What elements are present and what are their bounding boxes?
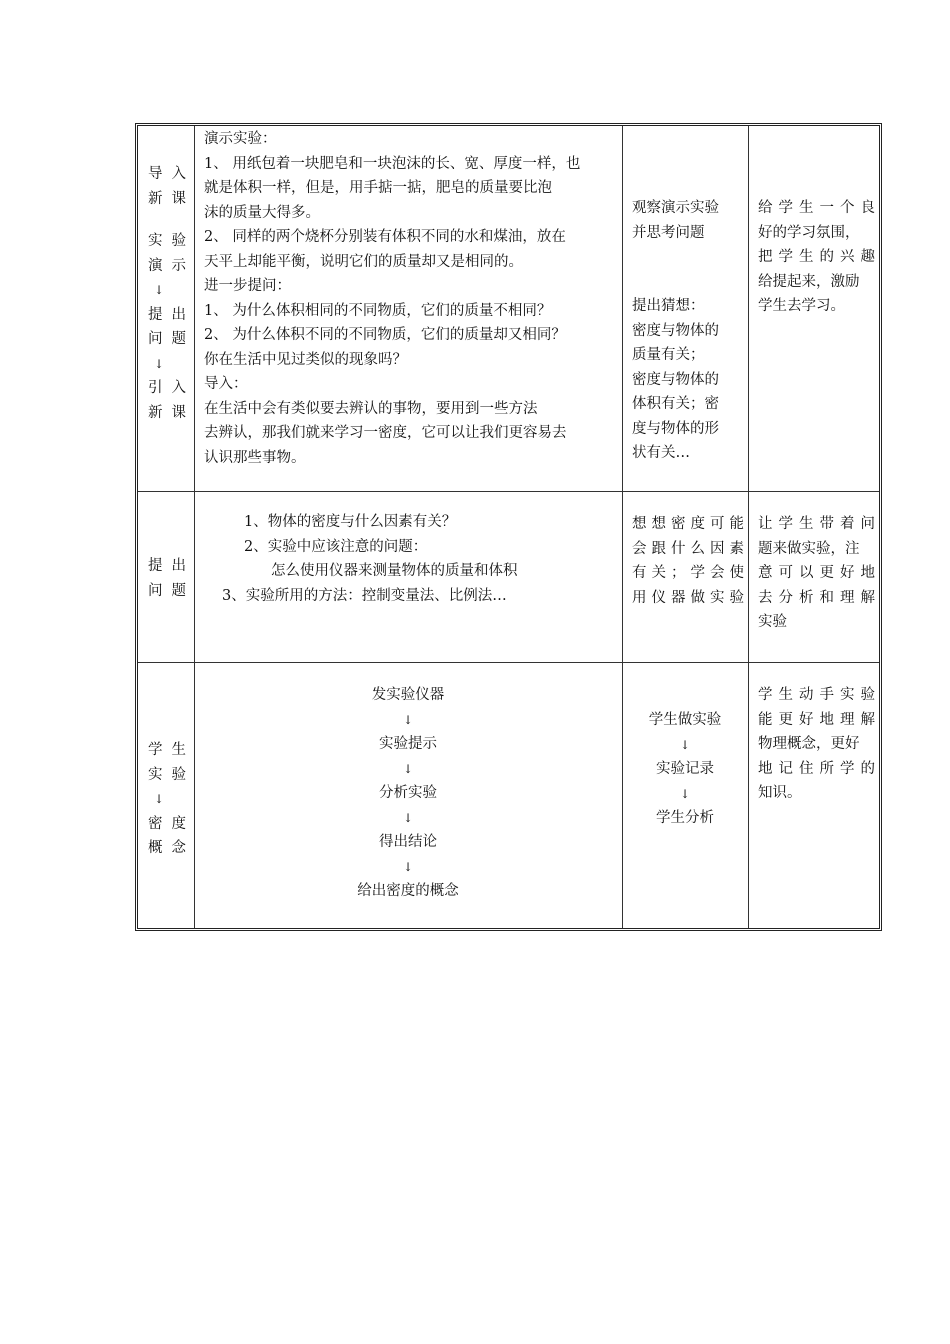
- content-line: 2、 同样的两个烧杯分别装有体积不同的水和煤油，放在: [204, 229, 566, 245]
- design-intent-cell: [758, 196, 875, 319]
- student-line: 观察演示实验: [632, 200, 719, 216]
- intent-line: 把学生的兴趣: [758, 249, 875, 265]
- flow-step: 学生分析: [656, 810, 714, 826]
- down-arrow-icon: ↓: [402, 712, 414, 727]
- content-line: 去辨认，那我们就来学习一密度，它可以让我们更容易去: [204, 425, 567, 441]
- stage-text: [148, 211, 192, 229]
- content-line: 2、 为什么体积不同的不同物质，它们的质量却又相同？: [204, 327, 566, 343]
- student-activity-cell: [632, 512, 744, 610]
- student-line: 体积有关；密: [632, 396, 719, 412]
- column-divider: [748, 126, 749, 928]
- student-line: [632, 245, 744, 270]
- content-line: 1、物体的密度与什么因素有关？: [244, 514, 457, 530]
- student-line: 会跟什么因素: [632, 540, 744, 557]
- student-line: 密度与物体的: [632, 371, 719, 388]
- content-line: 认识那些事物。: [204, 449, 306, 466]
- content-line: 演示实验：: [204, 131, 277, 147]
- down-arrow-icon: ↓: [679, 737, 691, 752]
- flow-step: 分析实验: [379, 785, 437, 801]
- stage-text: 引入: [148, 380, 195, 396]
- stage-cell: [148, 162, 195, 425]
- content-line: 1、 用纸包着一块肥皂和一块泡沫的长、宽、厚度一样，也: [204, 155, 581, 172]
- student-line: [632, 270, 744, 295]
- content-line: 就是体积一样，但是，用手掂一掂，肥皂的质量要比泡: [204, 180, 552, 196]
- intent-line: 给提起来，激励: [758, 273, 860, 290]
- content-line: 3、实验所用的方法：控制变量法、比例法…: [222, 587, 507, 604]
- intent-line: 去分析和理解: [758, 589, 875, 606]
- content-line: 进一步提问：: [204, 278, 291, 294]
- stage-text: 问题: [148, 582, 195, 599]
- design-intent-cell: [758, 683, 875, 806]
- row-divider: [138, 662, 879, 663]
- stage-cell: [148, 738, 195, 861]
- student-line: 想想密度可能: [632, 516, 744, 532]
- stage-text: 提出: [148, 558, 195, 574]
- stage-text: 提出: [148, 306, 195, 323]
- stage-text: 实验: [148, 233, 195, 249]
- intent-line: 学生去学习。: [758, 298, 845, 314]
- student-line: 有关；学会使: [632, 565, 744, 581]
- content-line: 2、实验中应该注意的问题：: [244, 538, 428, 555]
- student-activity-cell: [625, 708, 745, 831]
- down-arrow-icon: ↓: [154, 283, 174, 297]
- content-line: 怎么使用仪器来测量物体的质量和体积: [271, 563, 518, 579]
- content-line: 导入：: [204, 376, 248, 392]
- intent-line: 让学生带着问: [758, 516, 875, 532]
- stage-text: 新课: [148, 190, 195, 207]
- content-line: 你在生活中见过类似的现象吗？: [204, 351, 407, 368]
- stage-cell: [148, 554, 195, 603]
- down-arrow-icon: ↓: [679, 786, 691, 801]
- student-activity-cell: [632, 196, 744, 466]
- flow-step: 得出结论: [379, 834, 437, 850]
- intent-line: 物理概念，更好: [758, 736, 860, 752]
- intent-line: 学生动手实验: [758, 687, 875, 703]
- intent-line: 题来做实验，注: [758, 540, 860, 557]
- down-arrow-icon: ↓: [402, 761, 414, 776]
- content-line: 天平上却能平衡，说明它们的质量却又是相同的。: [204, 253, 523, 270]
- stage-text: 学生: [148, 742, 195, 758]
- flow-step: 给出密度的概念: [357, 883, 459, 899]
- design-intent-cell: [758, 512, 875, 635]
- content-line: 在生活中会有类似要去辨认的事物，要用到一些方法: [204, 400, 538, 417]
- down-arrow-icon: ↓: [402, 859, 414, 874]
- student-line: 用仪器做实验: [632, 589, 744, 606]
- content-cell: [198, 683, 618, 904]
- stage-text: 导入: [148, 166, 195, 182]
- column-divider: [622, 126, 623, 928]
- lesson-plan-table: [135, 123, 882, 931]
- down-arrow-icon: ↓: [154, 356, 174, 371]
- intent-line: 意可以更好地: [758, 565, 875, 581]
- student-line: 质量有关；: [632, 347, 705, 363]
- intent-line: 知识。: [758, 785, 802, 801]
- row-divider: [138, 491, 879, 492]
- stage-text: 演示: [148, 257, 195, 274]
- student-line: 密度与物体的: [632, 322, 719, 339]
- down-arrow-icon: ↓: [154, 792, 174, 806]
- content-cell: [204, 127, 614, 470]
- flow-step: 实验记录: [656, 761, 714, 777]
- intent-line: 好的学习氛围，: [758, 224, 860, 241]
- intent-line: 能更好地理解: [758, 711, 875, 728]
- student-line: 状有关…: [632, 445, 690, 461]
- down-arrow-icon: ↓: [402, 810, 414, 825]
- flow-step: 学生做实验: [648, 712, 722, 728]
- stage-text: 问题: [148, 331, 195, 347]
- student-line: 并思考问题: [632, 224, 705, 241]
- stage-text: 概念: [148, 840, 195, 856]
- intent-line: 地记住所学的: [758, 760, 875, 777]
- content-line: 1、 为什么体积相同的不同物质，它们的质量不相同？: [204, 302, 552, 319]
- flow-step: 发实验仪器: [371, 687, 445, 703]
- student-line: 提出猜想：: [632, 298, 705, 314]
- intent-line: 实验: [758, 614, 787, 630]
- stage-text: 密度: [148, 815, 195, 832]
- intent-line: 给学生一个良: [758, 200, 875, 216]
- stage-text: 实验: [148, 766, 195, 783]
- flow-step: 实验提示: [379, 736, 437, 752]
- content-cell: [208, 510, 618, 608]
- student-line: 度与物体的形: [632, 420, 719, 437]
- stage-text: 新课: [148, 404, 195, 421]
- content-line: 沫的质量大得多。: [204, 204, 320, 221]
